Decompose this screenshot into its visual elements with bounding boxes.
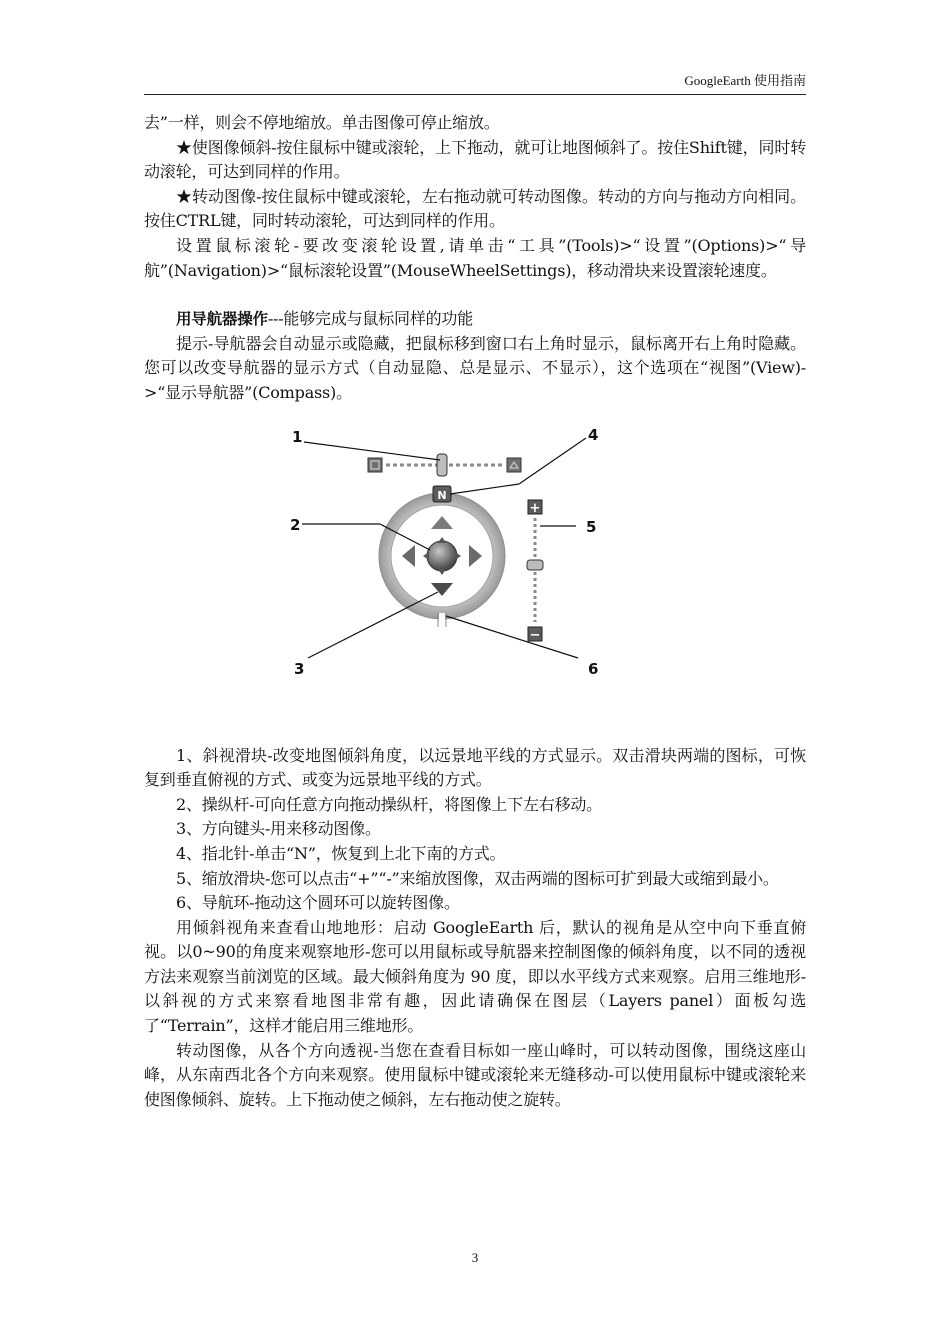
list-item-navigation-ring: 6、导航环-拖动这个圆环可以旋转图像。: [176, 893, 460, 913]
navigator-diagram: [280, 420, 620, 722]
callout-line-1: [304, 442, 440, 460]
section-heading-rest: ---能够完成与鼠标同样的功能: [267, 309, 474, 329]
north-button-label: N: [437, 488, 447, 502]
section-heading: [144, 307, 806, 332]
paragraph-rotate-image: ★转动图像-按住鼠标中键或滚轮，左右拖动就可转动图像。转动的方向与拖动方向相同。按住CTRL键，同时转动滚轮，可达到同样的作用。: [144, 186, 806, 231]
paragraph-continuation: 去”一样，则会不停地缩放。单击图像可停止缩放。: [144, 113, 500, 132]
list-item-tilt-slider: 1、斜视滑块-改变地图倾斜角度，以远景地平线的方式显示。双击滑块两端的图标，可恢复到垂直俯视的方式、或变为远景地平线的方式。: [144, 745, 806, 790]
north-button: [433, 486, 451, 502]
tilt-top-view-icon: [368, 458, 382, 472]
zoom-slider-handle: [527, 560, 543, 570]
zoom-out-icon: −: [529, 627, 541, 643]
section-gap: [144, 283, 806, 307]
list-item-joystick: 2、操纵杆-可向任意方向拖动操纵杆，将图像上下左右移动。: [176, 794, 602, 814]
page-number: 3: [471, 1250, 479, 1265]
callout-number-4: 4: [588, 425, 599, 444]
paragraph-mouse-wheel-settings: 设置鼠标滚轮-要改变滚轮设置,请单击“工具”(Tools)>“设置”(Options)>“导航”(Navigation)>“鼠标滚轮设置”(MouseWheelSettings)，移动滑块来设置滚轮速度。: [144, 235, 806, 280]
callout-number-1: 1: [292, 427, 303, 446]
callout-number-6: 6: [588, 659, 599, 678]
callout-number-2: 2: [290, 515, 301, 534]
document-body: [144, 111, 806, 1112]
navigator-figure: [144, 420, 806, 722]
callout-line-4a: [450, 484, 519, 494]
callout-number-3: 3: [294, 659, 305, 678]
tilt-slider: [368, 454, 521, 476]
list-item-direction-arrows: 3、方向键头-用来移动图像。: [176, 819, 381, 839]
paragraph-navigator-tip: 提示-导航器会自动显示或隐藏，把鼠标移到窗口右上角时显示，鼠标离开右上角时隐藏。您可以改变导航器的显示方式（自动显隐、总是显示、不显示），这个选项在“视图”(View)->“显示导航器”(Compass)。: [144, 333, 806, 402]
list-item-zoom-slider: 5、缩放滑块-您可以点击“+”“-”来缩放图像，双击两端的图标可扩到最大或缩到最小。: [176, 868, 779, 888]
paragraph-tilt-view: 用倾斜视角来查看山地地形：启动 GoogleEarth 后，默认的视角是从空中向下垂直俯视。以0~90的角度来观察地形-您可以用鼠标或导航器来控制图像的倾斜角度，以不同的透视方法来观察当前浏览的区域。最大倾斜角度为 90 度，即以水平线方式来观察。启用三维地形-以斜视的方式来察看地图非常有趣，因此请确保在图层（Layers panel）面板勾选了“Terrain”，这样才能启用三维地形。: [144, 917, 806, 1036]
header-rule: [144, 94, 806, 95]
paragraph-tilt-image: ★使图像倾斜-按住鼠标中键或滚轮，上下拖动，就可让地图倾斜了。按住Shift键，同时转动滚轮，可达到同样的作用。: [144, 137, 806, 182]
section-heading-strong: 用导航器操作: [176, 310, 268, 329]
callout-line-6: [446, 616, 578, 658]
callout-number-5: 5: [586, 517, 597, 536]
callout-line-4b: [519, 438, 586, 484]
tilt-slider-handle: [437, 454, 447, 476]
navigation-ring-gap: [439, 613, 445, 627]
zoom-in-icon: +: [529, 500, 541, 516]
page-header-title: GoogleEarth 使用指南: [684, 73, 806, 88]
zoom-slider: [527, 500, 543, 643]
tilt-horizon-view-icon: [507, 458, 521, 472]
paragraph-rotate-view: 转动图像，从各个方向透视-当您在查看目标如一座山峰时，可以转动图像，围绕这座山峰，从东南西北各个方向来观察。使用鼠标中键或滚轮来无缝移动-可以使用鼠标中键或滚轮来使图像倾斜、旋转。上下拖动使之倾斜，左右拖动使之旋转。: [144, 1040, 806, 1109]
list-item-north-pointer: 4、指北针-单击“N”，恢复到上北下南的方式。: [176, 843, 506, 863]
joystick-knob: [427, 541, 457, 571]
callout-line-3: [308, 592, 438, 658]
